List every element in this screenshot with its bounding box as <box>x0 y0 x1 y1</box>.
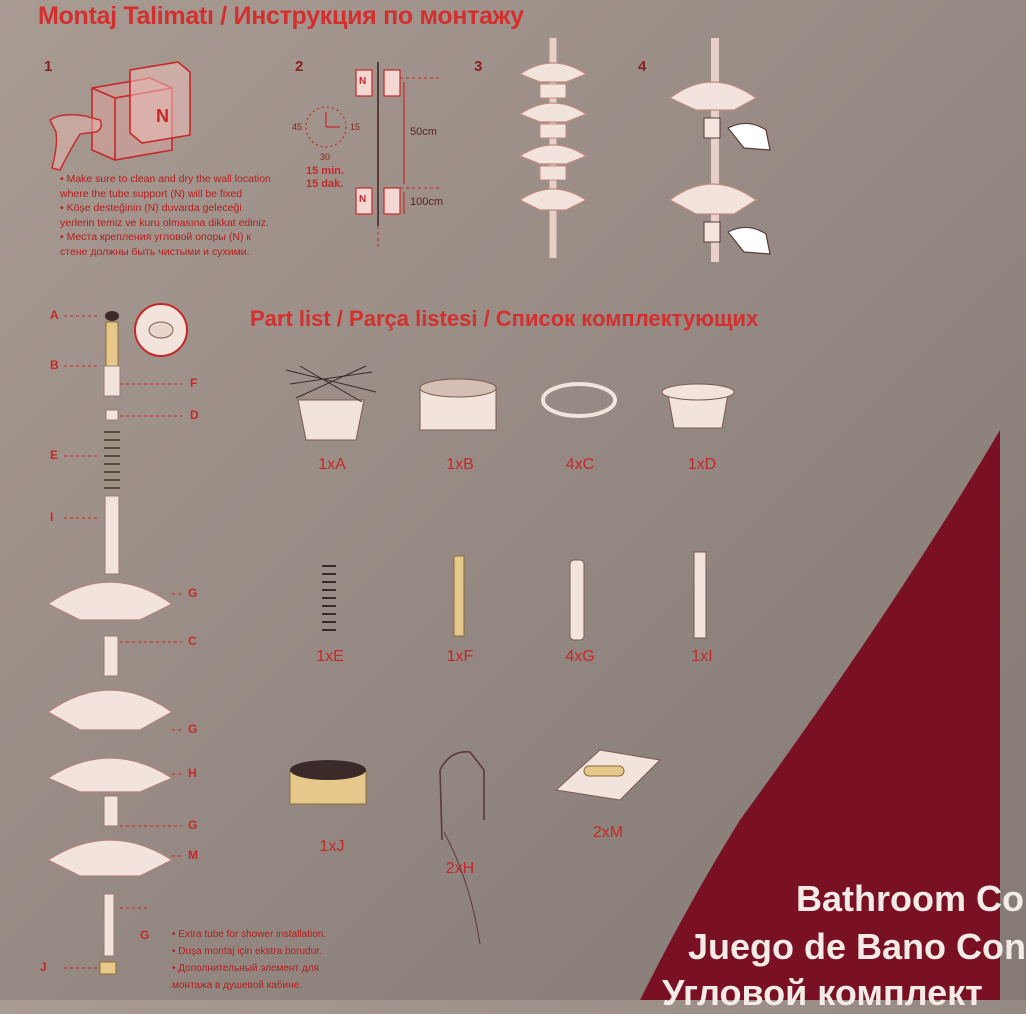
clock-label-30: 30 <box>320 152 331 162</box>
part-label-d: 1xD <box>687 456 717 473</box>
assembly-letter-h: H <box>188 766 197 780</box>
part-label-e: 1xE <box>316 648 344 665</box>
clock-label-45: 45 <box>292 122 303 132</box>
assembly-letter-d: D <box>190 408 199 422</box>
assembly-letter-b: B <box>50 358 59 372</box>
clock-label-15: 15 <box>350 122 361 132</box>
assembly-letter-i: I <box>50 510 54 524</box>
page-title: Montaj Talimatı / Инструкция по монтажу <box>38 2 524 30</box>
part-label-j: 1xJ <box>319 838 345 855</box>
step-number-3: 3 <box>474 58 483 75</box>
time-label-tr: 15 dak. <box>306 178 344 190</box>
brand-line-2: Juego de Bano Con <box>688 926 1026 967</box>
note-line: • Места крепления угловой опоры (N) к <box>60 231 251 243</box>
bracket-letter-n: N <box>156 106 169 126</box>
bracket-letter-n: N <box>359 194 367 205</box>
assembly-letter-f: F <box>190 376 198 390</box>
assembly-letter-g: G <box>188 818 198 832</box>
assembly-letter-m: M <box>188 848 198 862</box>
dimension-50cm: 50cm <box>410 126 437 138</box>
time-label-en: 15 min. <box>306 165 344 177</box>
assembly-letter-e: E <box>50 448 59 462</box>
part-label-f: 1xF <box>446 648 474 665</box>
step-number-4: 4 <box>638 58 647 75</box>
part-list-title: Part list / Parça listesi / Список комплектующих <box>250 306 759 331</box>
part-label-i: 1xI <box>691 648 713 665</box>
brand-line-3: Угловой комплект <box>662 972 983 1013</box>
brand-line-1: Bathroom Co <box>796 878 1024 919</box>
part-label-h: 2xH <box>445 860 475 877</box>
dimension-100cm: 100cm <box>410 196 444 208</box>
bracket-letter-n: N <box>359 76 367 87</box>
part-label-m: 2xM <box>592 824 624 841</box>
part-label-b: 1xB <box>446 456 474 473</box>
assembly-letter-g: G <box>188 586 198 600</box>
note-line: • Köşe desteğinin (N) duvarda geleceği <box>60 202 242 214</box>
note-line: монтажа в душевой кабине. <box>172 980 302 991</box>
note-line: • Make sure to clean and dry the wall location <box>60 173 271 185</box>
assembly-letter-c: C <box>188 634 197 648</box>
note-line: where the tube support (N) will be fixed <box>60 187 243 200</box>
part-label-c: 4xC <box>565 456 595 473</box>
part-label-g: 4xG <box>565 648 595 665</box>
assembly-letter-a: A <box>50 308 59 322</box>
note-line: стене должны быть чистыми и сухими. <box>60 245 250 258</box>
part-label-a: 1xA <box>318 456 346 473</box>
note-line: • Duşa montaj için ekstra borudur. <box>172 946 322 957</box>
step-number-2: 2 <box>295 58 304 75</box>
assembly-letter-g: G <box>140 928 150 942</box>
note-line: yerlerin temiz ve kuru olmasına dikkat ediniz. <box>60 216 269 229</box>
step-number-1: 1 <box>44 58 53 75</box>
note-line: • Дополнительный элемент для <box>172 963 319 974</box>
assembly-letter-g: G <box>188 722 198 736</box>
note-line: • Extra tube for shower installation. <box>172 929 327 940</box>
assembly-letter-j: J <box>40 960 47 974</box>
